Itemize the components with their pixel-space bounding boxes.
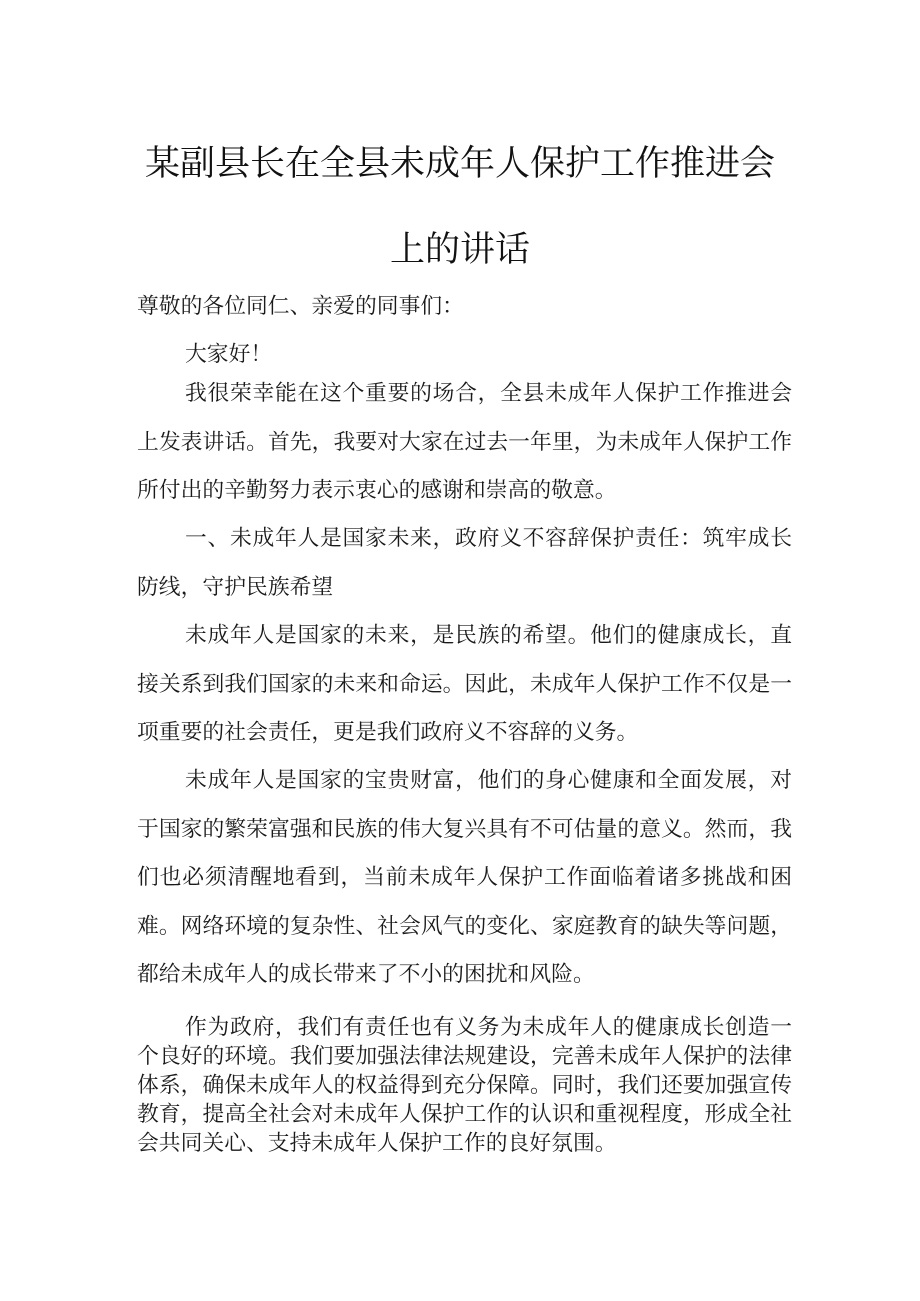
greeting: 大家好！: [185, 342, 273, 367]
paragraph-intro: 我很荣幸能在这个重要的场合，全县未成年人保护工作推进会上发表讲话。首先，我要对大家在过去一年里，为未成年人保护工作所付出的辛勤努力表示衷心的感谢和崇高的敬意。: [137, 381, 792, 503]
document-title-line-1: 某副县长在全县未成年人保护工作推进会: [144, 144, 775, 184]
paragraph-body: 未成年人是国家的未来，是民族的希望。他们的健康成长，直接关系到我们国家的未来和命运。因此，未成年人保护工作不仅是一项重要的社会责任，更是我们政府义不容辞的义务。: [137, 623, 792, 745]
section-heading-1: 一、未成年人是国家未来，政府义不容辞保护责任：筑牢成长防线，守护民族希望: [137, 526, 792, 600]
document-title-line-2: 上的讲话: [389, 230, 530, 270]
paragraph-body: 作为政府，我们有责任也有义务为未成年人的健康成长创造一个良好的环境。我们要加强法律法规建设，完善未成年人保护的法律体系，确保未成年人的权益得到充分保障。同时，我们还要加强宣传教育，提高全社会对未成年人保护工作的认识和重视程度，形成全社会共同关心、支持未成年人保护工作的良好氛围。: [137, 1015, 792, 1156]
paragraph-body: 未成年人是国家的宝贵财富，他们的身心健康和全面发展，对于国家的繁荣富强和民族的伟大复兴具有不可估量的意义。然而，我们也必须清醒地看到，当前未成年人保护工作面临着诸多挑战和困难。网络环境的复杂性、社会风气的变化、家庭教育的缺失等问题，都给未成年人的成长带来了不小的困扰和风险。: [137, 768, 792, 987]
salutation: 尊敬的各位同仁、亲爱的同事们：: [137, 294, 464, 319]
